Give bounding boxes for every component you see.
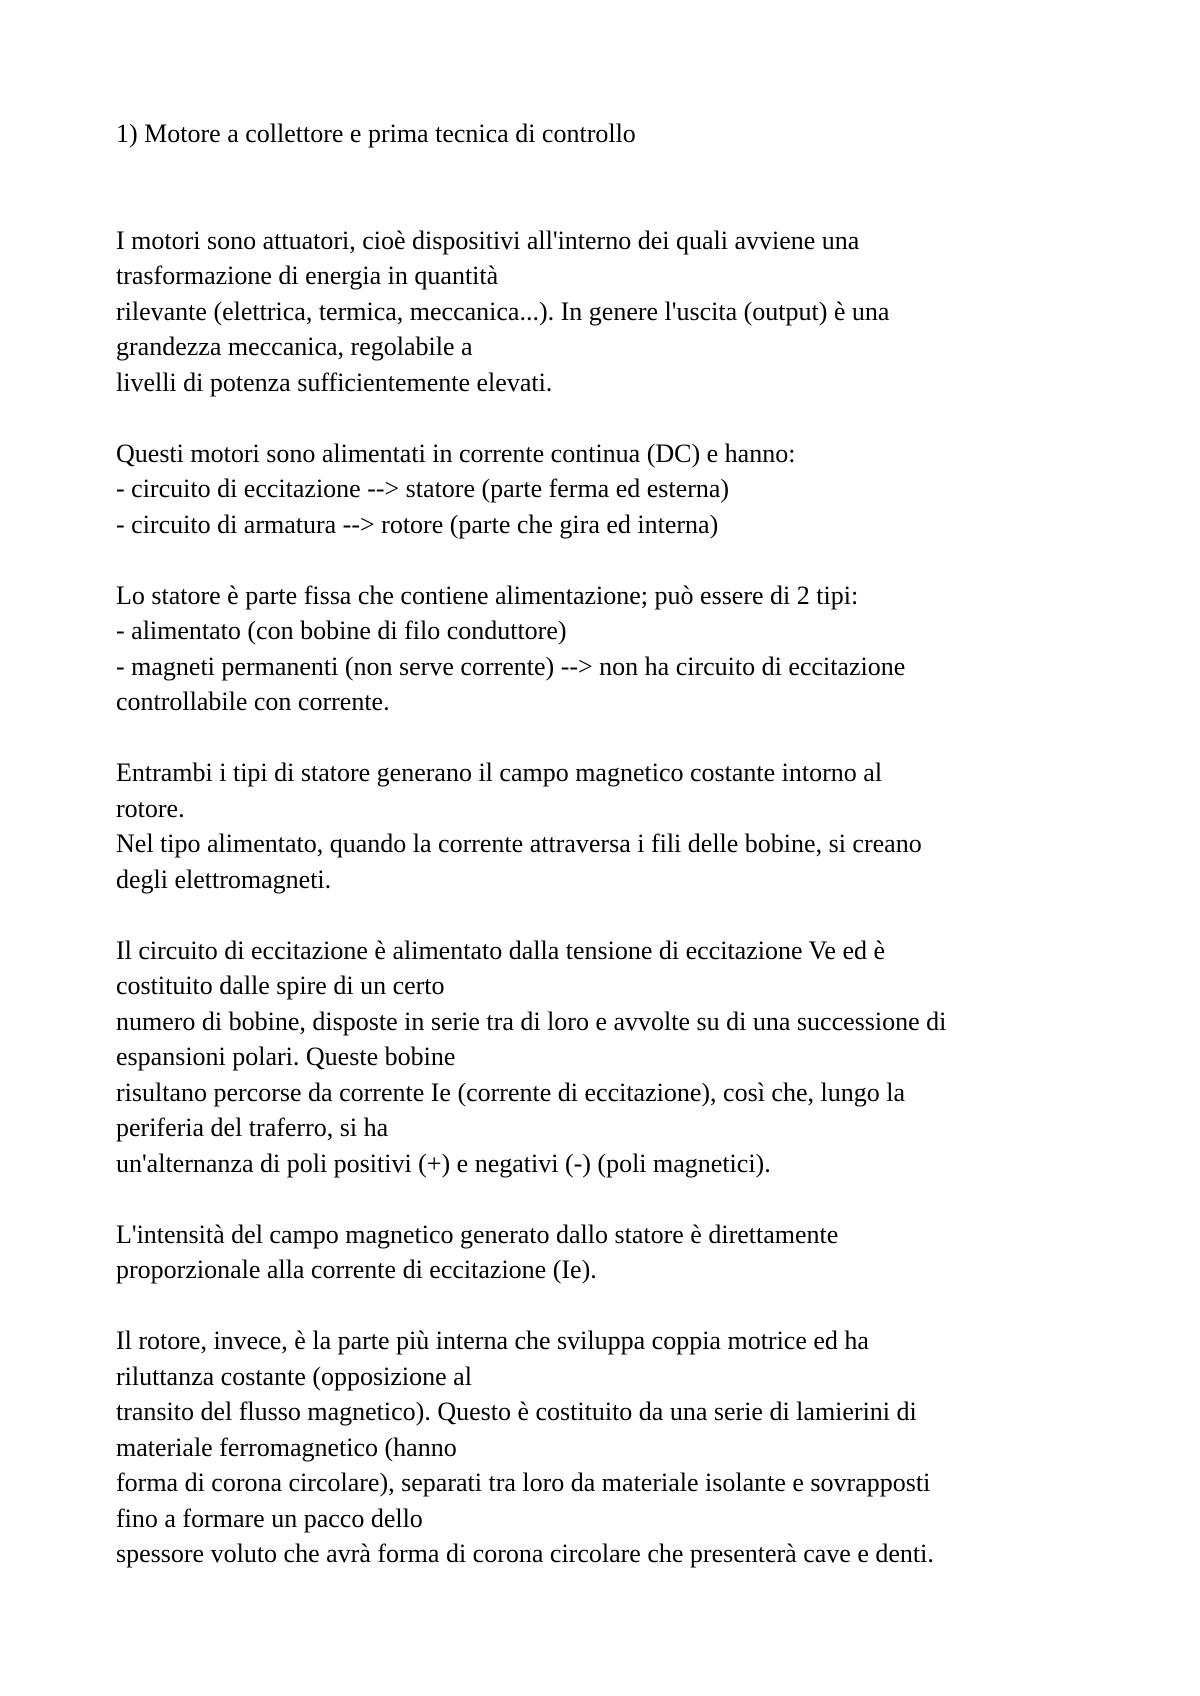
text-line: transito del flusso magnetico). Questo è costituito da una serie di lamierini di <box>116 1397 917 1426</box>
paragraph-rotore <box>116 1323 1116 1572</box>
spacer <box>116 1181 1116 1217</box>
text-line: Il rotore, invece, è la parte più interna che sviluppa coppia motrice ed ha <box>116 1326 869 1355</box>
text-line: trasformazione di energia in quantità <box>116 261 499 290</box>
text-line: un'alternanza di poli positivi (+) e negativi (-) (poli magnetici). <box>116 1148 771 1178</box>
document-title: 1) Motore a collettore e prima tecnica di controllo <box>116 119 636 148</box>
text-line: periferia del traferro, si ha <box>116 1113 389 1142</box>
text-line: costituito dalle spire di un certo <box>116 971 445 1000</box>
text-line: spessore voluto che avrà forma di corona circolare che presenterà cave e denti. <box>116 1539 934 1568</box>
text-line: I motori sono attuatori, cioè dispositivi all'interno dei quali avviene una <box>116 225 860 255</box>
text-line: proporzionale alla corrente di eccitazione (Ie). <box>116 1255 597 1284</box>
paragraph-intensita-campo <box>116 1217 1116 1288</box>
text-line: materiale ferromagnetico (hanno <box>116 1432 457 1462</box>
text-line: numero di bobine, disposte in serie tra di loro e avvolte su di una successione di <box>116 1006 947 1036</box>
paragraph-alimentazione-dc <box>116 436 1116 543</box>
spacer <box>116 720 1116 756</box>
spacer <box>116 897 1116 933</box>
text-line: riluttanza costante (opposizione al <box>116 1361 472 1391</box>
text-line: risultano percorse da corrente Ie (corrente di eccitazione), così che, lungo la <box>116 1077 906 1107</box>
text-line: L'intensità del campo magnetico generato dallo statore è direttamente <box>116 1219 839 1249</box>
text-line: Il circuito di eccitazione è alimentato dalla tensione di eccitazione Ve ed è <box>116 935 886 965</box>
text-line: fino a formare un pacco dello <box>116 1503 423 1533</box>
text-line: grandezza meccanica, regolabile a <box>116 332 473 361</box>
spacer <box>116 400 1116 436</box>
paragraph-campo-magnetico <box>116 755 1116 897</box>
text-line: rotore. <box>116 793 185 823</box>
text-line: controllabile con corrente. <box>116 687 390 716</box>
text-line: espansioni polari. Queste bobine <box>116 1042 456 1071</box>
text-line: Questi motori sono alimentati in corrente continua (DC) e hanno: <box>116 438 796 468</box>
paragraph-circuito-eccitazione <box>116 933 1116 1182</box>
spacer <box>116 152 1116 223</box>
document-body <box>116 116 1116 1572</box>
text-line: forma di corona circolare), separati tra loro da materiale isolante e sovrapposti <box>116 1468 931 1497</box>
spacer <box>116 542 1116 578</box>
list-item: - circuito di armatura --> rotore (parte che gira ed interna) <box>116 509 719 539</box>
text-line: Entrambi i tipi di statore generano il campo magnetico costante intorno al <box>116 758 883 787</box>
list-item: - magneti permanenti (non serve corrente) --> non ha circuito di eccitazione <box>116 651 906 681</box>
text-line: degli elettromagneti. <box>116 864 332 894</box>
text-line: Nel tipo alimentato, quando la corrente attraversa i fili delle bobine, si creano <box>116 829 922 858</box>
text-line: livelli di potenza sufficientemente elevati. <box>116 367 553 397</box>
text-line: rilevante (elettrica, termica, meccanica...). In genere l'uscita (output) è una <box>116 296 890 326</box>
list-item: - circuito di eccitazione --> statore (parte ferma ed esterna) <box>116 474 730 503</box>
text-line: Lo statore è parte fissa che contiene alimentazione; può essere di 2 tipi: <box>116 580 859 610</box>
spacer <box>116 1288 1116 1324</box>
paragraph-statore-tipi <box>116 578 1116 720</box>
paragraph-motori-attuatori <box>116 223 1116 401</box>
list-item: - alimentato (con bobine di filo conduttore) <box>116 616 567 645</box>
